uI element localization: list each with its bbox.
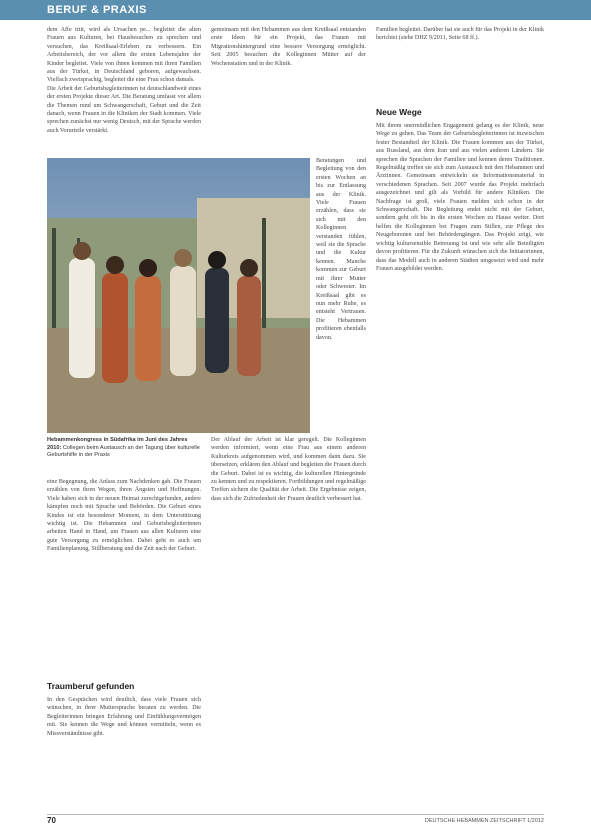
footer-divider <box>47 814 544 815</box>
paragraph: Familien begleitet. Darüber hat sie auch für das Projekt in der Klinik berichtet (siehe DHZ 9/2011, Seite 68 ff.). <box>376 27 544 42</box>
subheading-traumberuf: Traumberuf gefunden <box>47 681 135 691</box>
subheading-neue-wege: Neue Wege <box>376 107 422 117</box>
paragraph: Die Arbeit der Geburtsbegleiterinnen ist deutschlandweit eines der ersten Projekte dieser Art. Die Beratung umfasst vor allem die Themen rund um Schwangerschaft, Geburt und die Zeit danach, wenn Frauen in die Kliniken der Stadt kommen. Viele sprechen zunächst nur wenig Deutsch, mit der Sprache werden auch Vorurteile verstärkt. <box>47 85 201 134</box>
paragraph: gemeinsam mit den Hebammen aus dem Kreißsaal entstanden erste Ideen für ein Projekt, das Frauen mit Migrationshintergrund eine bessere Versorgung ermöglicht. Seit 2005 besuchen die Kolleginnen Mütter auf der Wochenstation und in der Klinik. <box>211 27 366 67</box>
column-1-top-text <box>47 26 201 166</box>
group-photo <box>47 158 310 433</box>
section-title: BERUF & PRAXIS <box>47 4 147 16</box>
photo-illustration <box>47 158 310 433</box>
paragraph: In den Gesprächen wird deutlich, dass viele Frauen sich wünschen, in ihrer Muttersprache beraten zu werden. Die Begleiterinnen bringen Erfahrung und Einfühlungsvermögen mit. Sie kennen die Wege und können vermitteln, wenn es Missverständnisse gibt. <box>47 697 201 737</box>
journal-name: DEUTSCHE HEBAMMEN ZEITSCHRIFT 1/2012 <box>424 818 544 824</box>
column-2-top-text <box>211 26 366 156</box>
column-3-main-text <box>376 122 544 812</box>
column-1-bottom-text <box>47 696 201 806</box>
caption-text: Collegen beim Austausch an der Tagung über kulturelle Geburtshilfe in der Praxis <box>47 444 200 459</box>
paragraph: Beratungen und Begleitung von den ersten Wochen an bis zur Entlassung aus der Klinik. Viele Frauen erzählen, dass sie sich mit den Kolleginnen verstanden fühlen, weil sie die Sprache und die Kultur kennen. Manche kommen zur Geburt mit ihrer Mutter oder Schwester. Im Kreißsaal gibt es nun mehr Ruhe, es entsteht Vertrauen. Die Hebammen profitieren ebenfalls davon. <box>316 158 366 341</box>
paragraph: dem Affe tritt, wird als Ursachen pe... begleitet die alten Frauen aus Kulturen, bei Hausbesuchen zu sprechen und versuchen, das Kreißsaal-Erleben zu verbessern. Ein Arbeitsbereich, der vor allem die ersten Lebensjahre der Kinder begleitet. Viele von ihnen kommen mit ihren Familien aus der Türkei, in Deutschland geboren, aufgewachsen. Vielfach zweisprachig, begleitet die eine Frau schon damals. <box>47 27 201 84</box>
paragraph: eine Begegnung, die Anlass zum Nachdenken gab. Die Frauen erzählen von ihren Wegen, ihren Ängsten und Hoffnungen. Viele haben sich in der neuen Heimat zurechtgefunden, andere kämpfen noch mit Sprache und Behörden. Die Geburt eines Kindes ist ein besonderer Moment, in dem Unterstützung wichtig ist. Die Hebammen und Geburtsbegleiterinnen arbeiten Hand in Hand, um Frauen aus allen Kulturen eine gute Versorgung zu ermöglichen. Dabei geht es auch um Familienplanung, Stillberatung und die Zeit nach der Geburt. <box>47 479 201 553</box>
photo-caption <box>47 437 201 460</box>
paragraph: Der Ablauf der Arbeit ist klar geregelt. Die Kolleginnen werden informiert, wenn eine Frau aus einem anderen Kulturkreis aufgenommen wird, und kommen dann dazu. Sie übersetzen, erklären den Ablauf und begleiten die Frauen durch die Geburt. Dabei ist es wichtig, die kulturellen Hintergründe zu kennen und zu respektieren. Fortbildungen und regelmäßige Treffen sichern die Qualität der Arbeit. Die Ergebnisse zeigen, dass sich die Zufriedenheit der Frauen deutlich verbessert hat. <box>211 437 366 502</box>
column-1-middle-text <box>47 478 201 678</box>
paragraph: Mit ihrem unermüdlichen Engagement gelang es der Klinik, neue Wege zu gehen. Das Team der Geburtsbegleiterinnen ist inzwischen fester Bestandteil der Klinik. Die Frauen kommen aus der Türkei, aus Russland, aus dem Iran und aus vielen anderen Ländern. Sie sprechen die Sprachen der Familien und kennen deren Traditionen. Regelmäßig treffen sie sich zum Austausch mit den Hebammen und Ärztinnen. Gemeinsam entwickeln sie Informationsmaterial in verschiedenen Sprachen. Seit 2007 wurde das Projekt mehrfach ausgezeichnet und gilt als Vorbild für andere Kliniken. Die Nachfrage ist groß, viele Frauen melden sich schon in der Schwangerschaft. Die Begleitung endet nicht mit der Geburt, sondern geht oft bis in die ersten Wochen zu Hause weiter. Dort helfen die Kolleginnen bei Fragen zum Stillen, zur Pflege des Neugeborenen und bei Behördengängen. Das Projekt zeigt, wie wichtig kultursensible Betreuung ist und wie sehr alle Beteiligten davon profitieren. Für die Zukunft wünschen sich die Initiatorinnen, dass das Modell auch in anderen Städten umgesetzt wird und mehr Frauen ausgebildet werden. <box>376 123 544 272</box>
column-2-bottom-text <box>211 436 366 806</box>
column-3-top-text <box>376 26 544 102</box>
caption-bold: Hebammenkongress in Südafrika im Juni des Jahres 2010: <box>47 437 188 451</box>
page-number: 70 <box>47 816 56 825</box>
